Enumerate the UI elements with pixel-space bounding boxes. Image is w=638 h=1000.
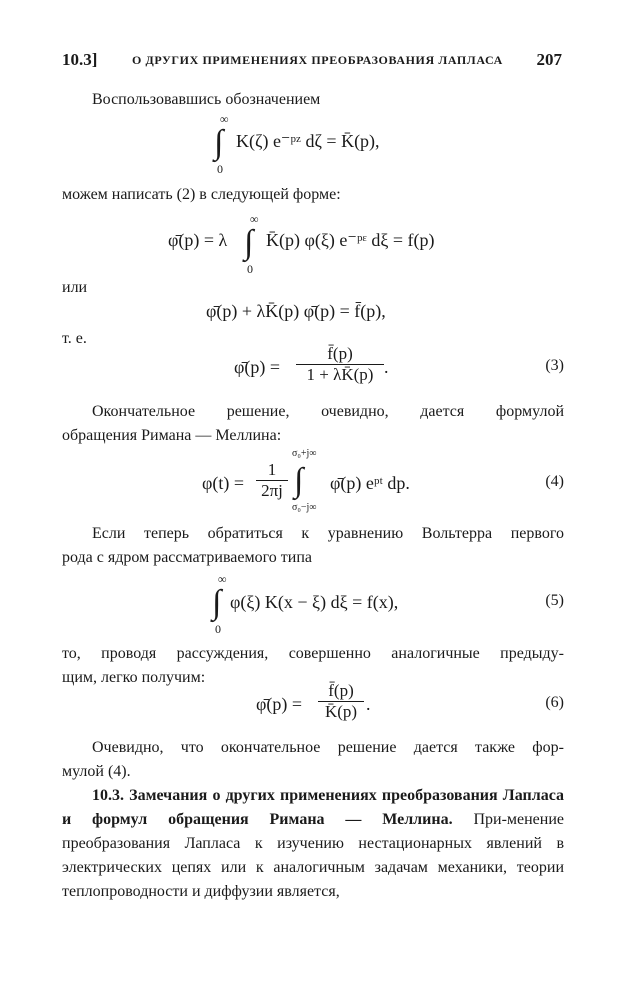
fraction-numerator: f̄(p)	[296, 344, 384, 365]
fraction-4	[256, 460, 288, 501]
integral-upper-limit: σ₀+j∞	[292, 448, 317, 459]
paragraph-rewrite: можем написать (2) в следующей форме:	[62, 186, 341, 203]
paragraph-conclusion-line2: мулой (4).	[62, 763, 131, 780]
formula-sum: φ̄(p) + λK̄(p) φ̄(p) = f̄(p),	[206, 301, 386, 321]
integral-lower-limit: 0	[217, 162, 223, 176]
formula-notation: K(ζ) e⁻ᵖᶻ dζ = K̄(p),	[236, 131, 380, 151]
paragraph-final-solution-line1: Окончательное решение, очевидно, дается формулой	[92, 403, 564, 420]
integral-symbol: ∫	[214, 124, 224, 161]
paragraph-intro: Воспользовавшись обозначением	[92, 91, 321, 108]
paragraph-final-solution-line2: обращения Римана — Меллина:	[62, 427, 282, 444]
formula-equation-rhs: K̄(p) φ(ξ) e⁻ᵖᵋ dξ = f(p)	[266, 230, 435, 250]
fraction-6	[318, 681, 364, 722]
section-10-3	[62, 784, 564, 904]
formula-6-lhs: φ̄(p) =	[256, 694, 303, 714]
integral-upper-limit: ∞	[220, 112, 229, 126]
fraction-denominator: 2πj	[261, 481, 283, 500]
page-number: 207	[536, 50, 562, 69]
integral-lower-limit: σ₀−j∞	[292, 502, 317, 513]
paragraph-volterra-line2: рода с ядром рассматриваемого типа	[62, 549, 313, 566]
word-or: или	[62, 279, 88, 296]
fraction-denominator: 1 + λK̄(p)	[306, 365, 374, 384]
header-title: О ДРУГИХ ПРИМЕНЕНИЯХ ПРЕОБРАЗОВАНИЯ ЛАПЛАСА	[132, 53, 503, 67]
word-ie: т. е.	[62, 330, 87, 347]
paragraph-analogy-line2: щим, легко получим:	[62, 669, 206, 686]
equation-number-3: (3)	[545, 357, 564, 374]
equation-number-4: (4)	[545, 473, 564, 490]
fraction-3	[296, 344, 384, 385]
integral-symbol: ∫	[212, 584, 222, 621]
equation-number-6: (6)	[545, 694, 564, 711]
running-header	[62, 50, 562, 72]
equation-number-5: (5)	[545, 592, 564, 609]
section-body: При-менение преобразования Лапласа к изучению нестационарных явлений в электрических цепях или к аналогичным задачам механики, теории теплопроводности и диффузии является,	[62, 811, 565, 900]
integral-lower-limit: 0	[215, 622, 221, 636]
integral-upper-limit: ∞	[250, 212, 259, 226]
paragraph-volterra-line1: Если теперь обратиться к уравнению Вольтерра первого	[92, 525, 564, 542]
formula-6-period: .	[366, 694, 371, 714]
fraction-numerator: f̄(p)	[318, 681, 364, 702]
paragraph-analogy-line1: то, проводя рассуждения, совершенно аналогичные предыду-	[62, 645, 564, 662]
formula-3-lhs: φ̄(p) =	[234, 357, 281, 377]
formula-4-lhs: φ(t) =	[202, 473, 245, 493]
integral-symbol: ∫	[294, 462, 304, 499]
integral-upper-limit: ∞	[218, 572, 227, 586]
formula-equation-lhs: φ̄(p) = λ	[168, 230, 228, 250]
formula-volterra: φ(ξ) K(x − ξ) dξ = f(x),	[230, 592, 399, 612]
integral-lower-limit: 0	[247, 262, 253, 276]
formula-3-period: .	[384, 357, 389, 377]
formula-4-rhs: φ̄(p) eᵖᵗ dp.	[330, 473, 410, 493]
section-heading: 10.3. Замечания о других применениях преобразования Лапласа и формул обращения Римана — Меллина.	[62, 787, 564, 828]
paragraph-conclusion-line1: Очевидно, что окончательное решение дается также фор-	[92, 739, 564, 756]
fraction-denominator: K̄(p)	[324, 702, 358, 721]
header-section-number: 10.3]	[62, 50, 98, 69]
integral-symbol: ∫	[244, 224, 254, 261]
fraction-numerator: 1	[256, 460, 288, 481]
